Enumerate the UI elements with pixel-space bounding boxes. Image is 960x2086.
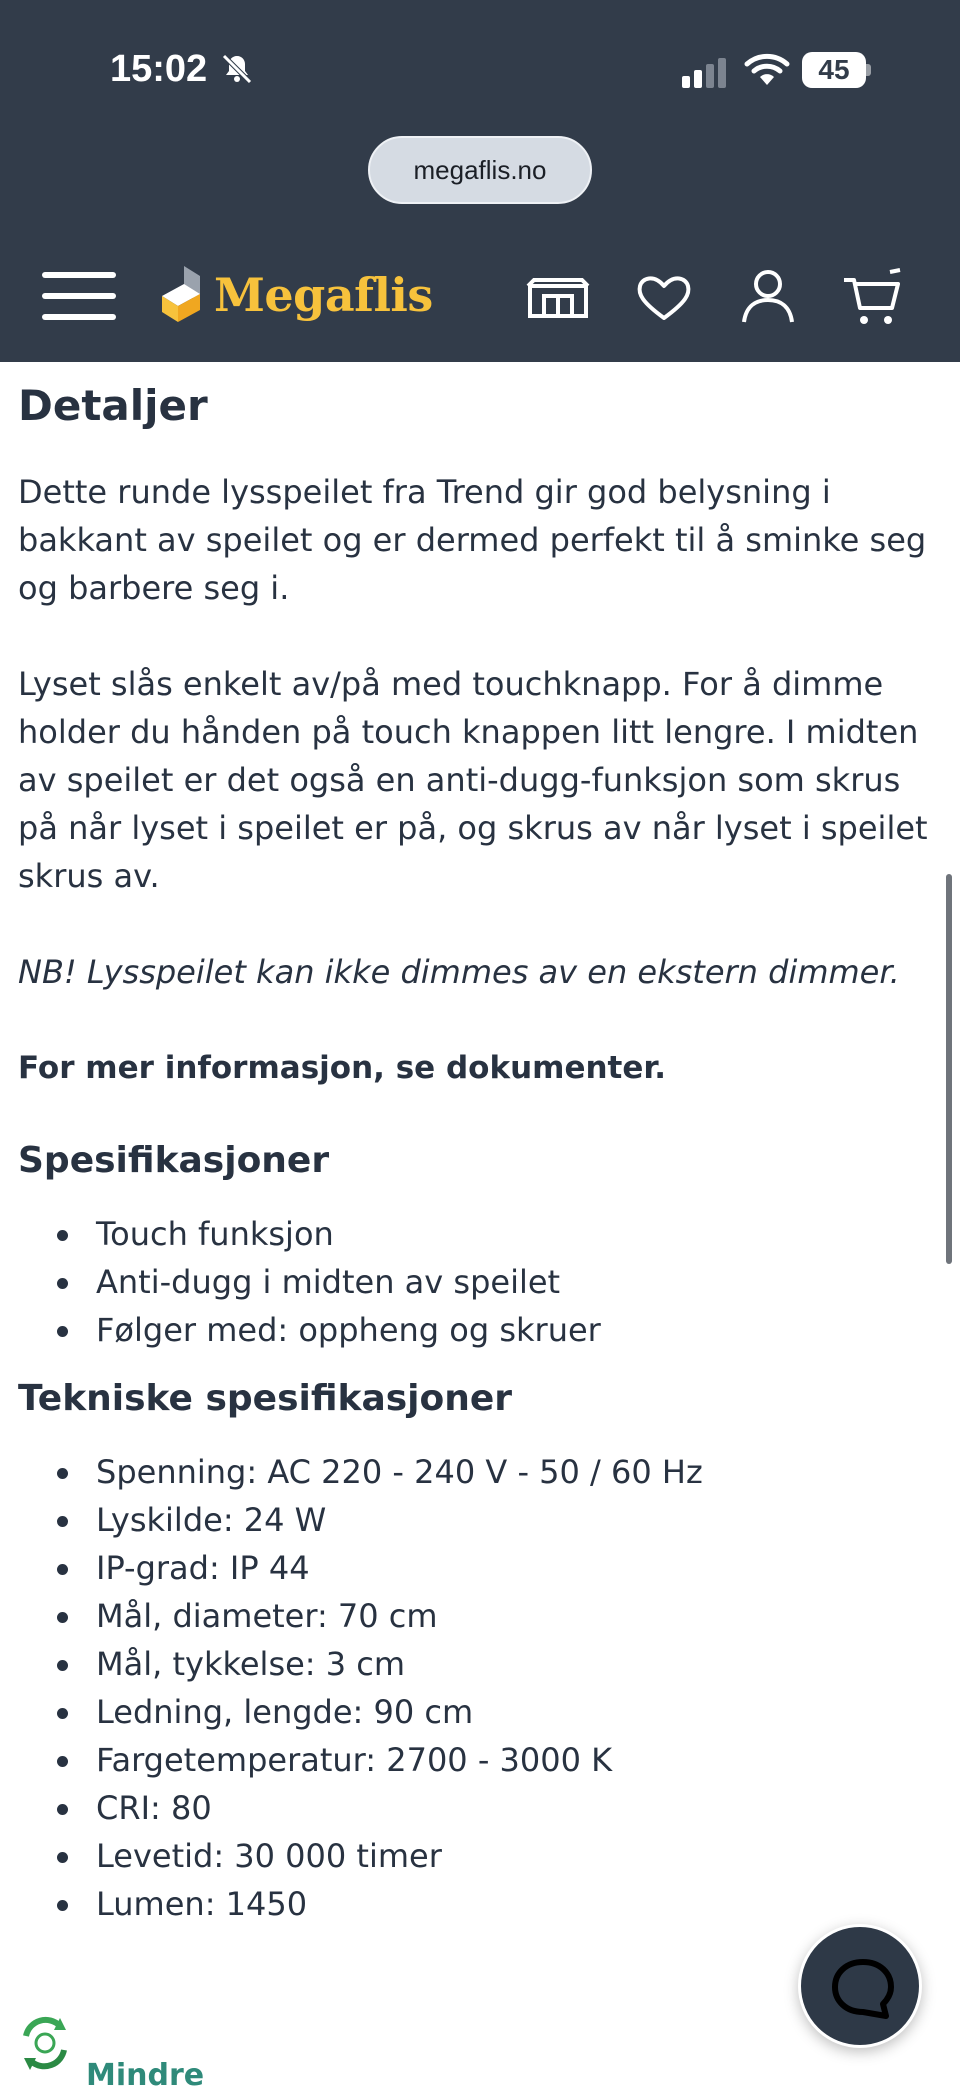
cart-icon[interactable] [840, 266, 904, 328]
wifi-icon [744, 52, 790, 88]
list-item: CRI: 80 [18, 1784, 938, 1832]
url-bar[interactable]: megaflis.no [368, 136, 592, 204]
recycle-badge-icon[interactable] [14, 2012, 76, 2074]
megaflis-logo-icon[interactable] [156, 262, 206, 324]
specs-heading: Spesifikasjoner [18, 1140, 330, 1181]
top-header [0, 0, 960, 362]
chat-button[interactable] [798, 1924, 922, 2048]
scrollbar[interactable] [946, 874, 952, 1264]
list-item: Anti-dugg i midten av speilet [18, 1258, 938, 1306]
list-item: Levetid: 30 000 timer [18, 1832, 938, 1880]
show-less-link[interactable]: Mindre [86, 2058, 205, 2086]
brand-name[interactable]: Megaflis [214, 268, 433, 322]
list-item: IP-grad: IP 44 [18, 1544, 938, 1592]
menu-icon[interactable] [42, 268, 116, 324]
tech-specs-heading: Tekniske spesifikasjoner [18, 1378, 513, 1419]
note-paragraph: NB! Lysspeilet kan ikke dimmes av en ekstern dimmer. [18, 953, 900, 991]
list-item: Mål, diameter: 70 cm [18, 1592, 938, 1640]
specs-list [18, 1210, 938, 1354]
bell-muted-icon [220, 52, 254, 86]
details-heading: Detaljer [18, 381, 208, 430]
list-item: Mål, tykkelse: 3 cm [18, 1640, 938, 1688]
list-item: Lyskilde: 24 W [18, 1496, 938, 1544]
usage-paragraph: Lyset slås enkelt av/på med touchknapp. For å dimme holder du hånden på touch knappen litt lengre. I midten av speilet er det også en anti-dugg-funksjon som skrus på når lyset i speilet er på, og skrus av når lyset i speilet skrus av. [18, 665, 928, 895]
list-item: Ledning, lengde: 90 cm [18, 1688, 938, 1736]
list-item: Følger med: oppheng og skruer [18, 1306, 938, 1354]
chat-bubble-icon [828, 1954, 898, 2024]
tech-specs-list [18, 1448, 938, 1928]
battery-indicator [802, 52, 872, 88]
status-time: 15:02 [110, 48, 208, 90]
cellular-signal-icon [680, 56, 730, 88]
list-item: Lumen: 1450 [18, 1880, 938, 1928]
description-paragraph: Dette runde lysspeilet fra Trend gir god belysning i bakkant av speilet og er dermed perfekt til å sminke seg og barbere seg i. [18, 473, 927, 607]
product-details [18, 362, 938, 1928]
heart-icon[interactable] [632, 266, 696, 328]
list-item: Touch funksjon [18, 1210, 938, 1258]
more-info-paragraph: For mer informasjon, se dokumenter. [18, 1050, 667, 1086]
list-item: Fargetemperatur: 2700 - 3000 K [18, 1736, 938, 1784]
battery-level: 45 [818, 54, 850, 85]
list-item: Spenning: AC 220 - 240 V - 50 / 60 Hz [18, 1448, 938, 1496]
showroom-icon[interactable] [526, 266, 590, 328]
user-icon[interactable] [736, 266, 800, 328]
